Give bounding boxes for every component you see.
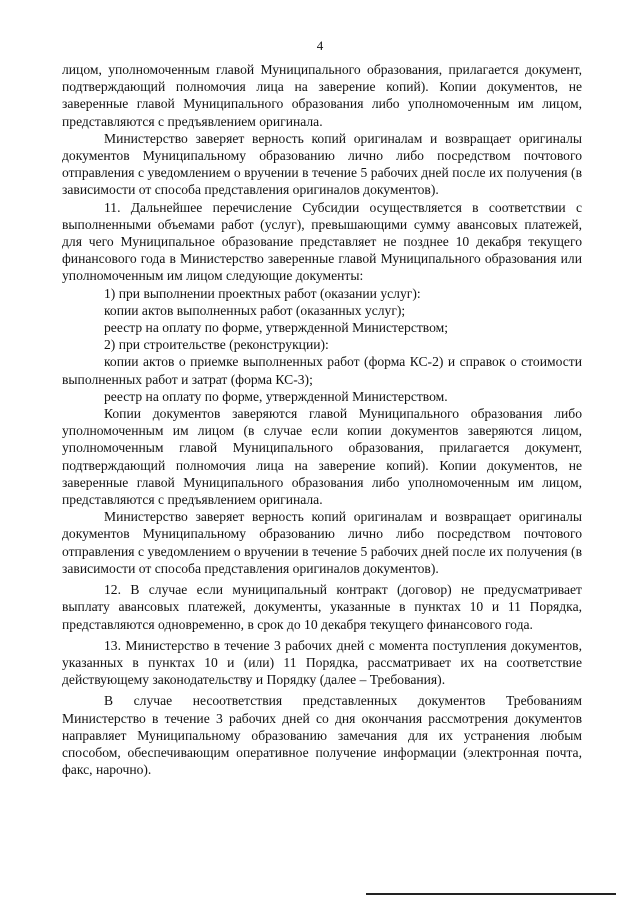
paragraph-clause-13: 13. Министерство в течение 3 рабочих дней с момента поступления документов, указанных в пунктах 10 и (или) 11 Порядка, рассматривает их на соответствие действующему законодательству и Порядку (далее – Требования). <box>62 637 582 688</box>
list-item-ks-forms: копии актов о приемке выполненных работ (форма КС-2) и справок о стоимости выполненных работ и затрат (форма КС-3); <box>62 354 582 387</box>
list-item-design-works: 1) при выполнении проектных работ (оказании услуг): <box>104 285 421 301</box>
paragraph-ministry-return-2: Министерство заверяет верность копий оригиналам и возвращает оригиналы документов Муниципальному образованию лично либо посредством почтового отправления с уведомлением о вручении в течение 5 рабочих дней после их получения (в зависимости от способа представления оригиналов документов). <box>62 509 582 576</box>
paragraph-clause-11: 11. Дальнейшее перечисление Субсидии осуществляется в соответствии с выполненными объемами работ (услуг), превышающими сумму авансовых платежей, для чего Муниципальное образование представляет не позднее 10 декабря текущего финансового года в Министерство заверенные главой Муниципального образования или уполномоченным им лицом следующие документы: <box>62 199 582 284</box>
list-item-payment-register-2: реестр на оплату по форме, утвержденной Министерством. <box>104 388 448 404</box>
paragraph-continuation: лицом, уполномоченным главой Муниципального образования, прилагается документ, подтверждающий полномочия лица на заверение копий). Копии документов, не заверенные главой Муниципального образования либо уполномоченным им лицом, представляются с предъявлением оригинала. <box>62 62 582 129</box>
paragraph-ministry-return-1: Министерство заверяет верность копий оригиналам и возвращает оригиналы документов Муниципальному образованию лично либо посредством почтового отправления с уведомлением о вручении в течение 5 рабочих дней после их получения (в зависимости от способа представления оригиналов документов). <box>62 130 582 198</box>
page-number: 4 <box>316 38 324 53</box>
list-item-payment-register-1: реестр на оплату по форме, утвержденной Министерством; <box>104 320 449 336</box>
paragraph-nonconformity: В случае несоответствия представленных документов Требованиям Министерство в течение 3 рабочих дней со дня окончания рассмотрения документов направляет Муниципальному образованию замечания для их устранения любым способом, обеспечивающим оперативное получение информации (электронная почта, факс, нарочно). <box>62 693 582 778</box>
paragraph-clause-12: 12. В случае если муниципальный контракт (договор) не предусматривает выплату авансовых платежей, документы, указанные в пунктах 10 и 11 Порядка, представляются одновременно, в срок до 10 декабря текущего финансового года. <box>62 582 582 632</box>
list-item-acts-copies: копии актов выполненных работ (оказанных услуг); <box>104 302 406 318</box>
document-body <box>62 61 582 778</box>
paragraph-copies-certification: Копии документов заверяются главой Муниципального образования либо уполномоченным им лицом (в случае если копии документов заверяются лицом, уполномоченным главой Муниципального образования, прилагается документ, подтверждающий полномочия лица на заверение копий). Копии документов, не заверенные главой Муниципального образования либо уполномоченным им лицом, представляются с предъявлением оригинала. <box>62 406 582 508</box>
bottom-divider <box>366 893 616 895</box>
list-item-construction: 2) при строительстве (реконструкции): <box>104 337 329 353</box>
